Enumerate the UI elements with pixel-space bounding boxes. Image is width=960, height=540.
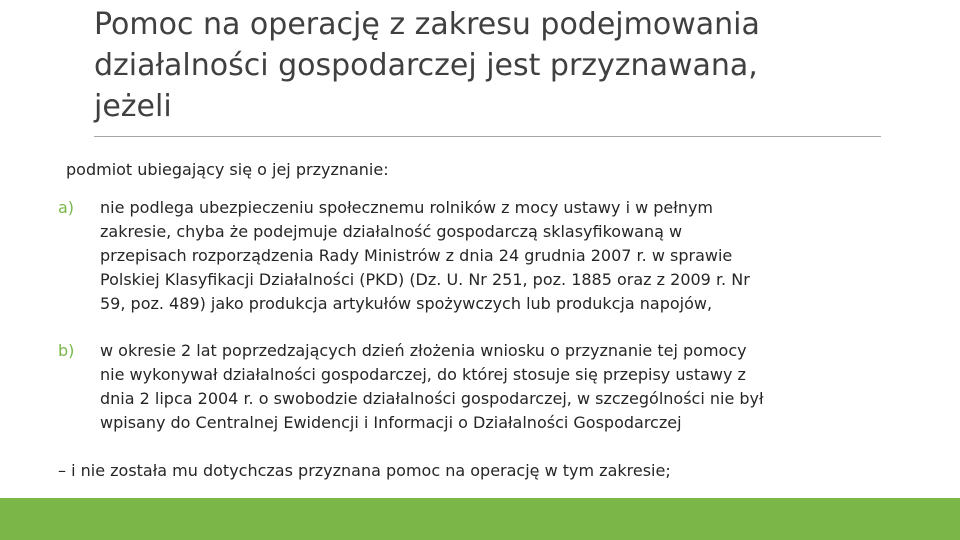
list-item-line: nie podlega ubezpieczeniu społecznemu rolników z mocy ustawy i w pełnym [100,198,714,217]
slide-title-line: jeżeli [94,89,172,124]
slide-title-line: Pomoc na operację z zakresu podejmowania [94,7,760,42]
title-divider [94,136,881,137]
intro-text: podmiot ubiegający się o jej przyznanie: [66,160,389,179]
list-item-line: dnia 2 lipca 2004 r. o swobodzie działalności gospodarczej, w szczególności nie był [100,389,764,408]
closing-text: – i nie została mu dotychczas przyznana pomoc na operację w tym zakresie; [58,461,671,480]
list-item-line: Polskiej Klasyfikacji Działalności (PKD) (Dz. U. Nr 251, poz. 1885 oraz z 2009 r. Nr [100,270,750,289]
list-item-line: 59, poz. 489) jako produkcja artykułów spożywczych lub produkcja napojów, [100,294,713,313]
slide-title [94,4,894,127]
list-marker: b) [58,341,75,360]
list-item-line: przepisach rozporządzenia Rady Ministrów z dnia 24 grudnia 2007 r. w sprawie [100,246,733,265]
list-item-text [100,339,764,435]
list-marker: a) [58,198,75,217]
list-item-line: w okresie 2 lat poprzedzających dzień złożenia wniosku o przyznanie tej pomocy [100,341,747,360]
slide-title-line: działalności gospodarczej jest przyznawana, [94,48,758,83]
list-item-text [100,196,750,316]
list-item-line: nie wykonywał działalności gospodarczej, do której stosuje się przepisy ustawy z [100,365,746,384]
footer-accent-bar [0,498,960,540]
list-item-line: wpisany do Centralnej Ewidencji i Informacji o Działalności Gospodarczej [100,413,682,432]
list-item-line: zakresie, chyba że podejmuje działalność gospodarczą sklasyfikowaną w [100,222,683,241]
